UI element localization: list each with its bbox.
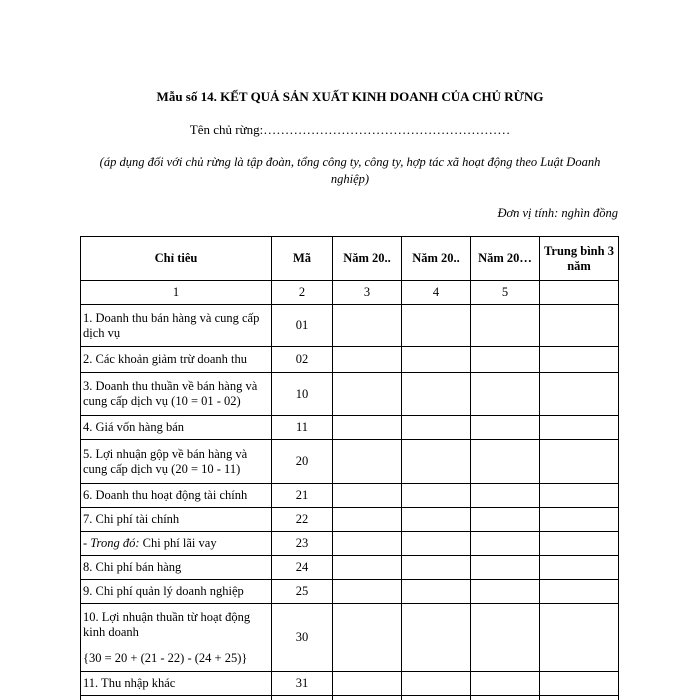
value-cell (402, 508, 471, 532)
value-cell (402, 532, 471, 556)
table-row (81, 508, 619, 532)
value-cell (471, 580, 540, 604)
table-row (81, 484, 619, 508)
header-code: Mã (272, 237, 333, 281)
indicator-cell: 7. Chi phí tài chính (81, 508, 272, 532)
header-row (81, 237, 619, 281)
value-cell (540, 532, 619, 556)
indicator-cell: 11. Thu nhập khác (81, 672, 272, 696)
formula-cell: {30 = 20 + (21 - 22) - (24 + 25)} (81, 646, 272, 672)
value-cell (471, 556, 540, 580)
business-results-table (80, 236, 619, 700)
value-cell (471, 440, 540, 484)
code-cell: 11 (272, 416, 333, 440)
header-indicator: Chỉ tiêu (81, 237, 272, 281)
code-cell: 30 (272, 604, 333, 672)
table-row (81, 696, 619, 700)
value-cell (471, 373, 540, 416)
value-cell (333, 508, 402, 532)
table-row (81, 347, 619, 373)
column-number-row (81, 281, 619, 305)
header-year-2: Năm 20.. (402, 237, 471, 281)
value-cell (540, 484, 619, 508)
value-cell (471, 416, 540, 440)
code-cell: 25 (272, 580, 333, 604)
indicator-cell (81, 696, 272, 700)
table-row (81, 440, 619, 484)
value-cell (540, 696, 619, 700)
indicator-italic-text: Trong đó: (90, 536, 140, 550)
column-number: 2 (272, 281, 333, 305)
value-cell (540, 347, 619, 373)
indicator-cell: 5. Lợi nhuận gộp về bán hàng và cung cấp dịch vụ (20 = 10 - 11) (81, 440, 272, 484)
indicator-cell: 2. Các khoản giảm trừ doanh thu (81, 347, 272, 373)
value-cell (402, 484, 471, 508)
value-cell (540, 508, 619, 532)
value-cell (471, 347, 540, 373)
table-row (81, 580, 619, 604)
column-number (540, 281, 619, 305)
value-cell (402, 672, 471, 696)
code-cell: 02 (272, 347, 333, 373)
value-cell (540, 672, 619, 696)
value-cell (333, 580, 402, 604)
value-cell (402, 556, 471, 580)
value-cell (402, 580, 471, 604)
unit-note: Đơn vị tính: nghìn đồng (497, 206, 618, 220)
value-cell (471, 672, 540, 696)
value-cell (333, 672, 402, 696)
code-cell (272, 696, 333, 700)
table-row (81, 416, 619, 440)
header-three-year-average: Trung bình 3 năm (540, 237, 619, 281)
table-row (81, 556, 619, 580)
value-cell (402, 416, 471, 440)
value-cell (333, 440, 402, 484)
value-cell (333, 604, 402, 672)
value-cell (540, 556, 619, 580)
indicator-cell: 3. Doanh thu thuần về bán hàng và cung cấp dịch vụ (10 = 01 - 02) (81, 373, 272, 416)
form-title: Mẫu số 14. KẾT QUẢ SẢN XUẤT KINH DOANH CỦA CHỦ RỪNG (156, 89, 544, 104)
code-cell: 01 (272, 305, 333, 347)
value-cell (402, 604, 471, 672)
column-number: 4 (402, 281, 471, 305)
value-cell (540, 305, 619, 347)
value-cell (333, 416, 402, 440)
indicator-text: Chi phí lãi vay (139, 536, 217, 550)
code-cell: 24 (272, 556, 333, 580)
table-row (81, 604, 619, 646)
value-cell (333, 696, 402, 700)
value-cell (540, 416, 619, 440)
value-cell (471, 305, 540, 347)
value-cell (333, 305, 402, 347)
indicator-cell: 4. Giá vốn hàng bán (81, 416, 272, 440)
column-number: 3 (333, 281, 402, 305)
value-cell (471, 604, 540, 672)
header-year-3: Năm 20… (471, 237, 540, 281)
header-year-1: Năm 20.. (333, 237, 402, 281)
indicator-cell: 8. Chi phí bán hàng (81, 556, 272, 580)
indicator-cell (81, 532, 272, 556)
value-cell (402, 440, 471, 484)
value-cell (333, 532, 402, 556)
table-row (81, 532, 619, 556)
code-cell: 20 (272, 440, 333, 484)
value-cell (402, 347, 471, 373)
value-cell (333, 373, 402, 416)
value-cell (540, 440, 619, 484)
scope-note: (áp dụng đối với chủ rừng là tập đoàn, tổng công ty, công ty, hợp tác xã hoạt động theo Luật Doanh nghiệp) (99, 155, 601, 186)
value-cell (540, 580, 619, 604)
column-number: 5 (471, 281, 540, 305)
indicator-cell: 10. Lợi nhuận thuần từ hoạt động kinh doanh (81, 604, 272, 646)
code-cell: 21 (272, 484, 333, 508)
table-row (81, 373, 619, 416)
value-cell (540, 604, 619, 672)
value-cell (471, 696, 540, 700)
indicator-cell: 9. Chi phí quản lý doanh nghiệp (81, 580, 272, 604)
indicator-prefix: - (83, 536, 91, 550)
value-cell (333, 347, 402, 373)
value-cell (333, 484, 402, 508)
code-cell: 31 (272, 672, 333, 696)
table-row (81, 305, 619, 347)
code-cell: 22 (272, 508, 333, 532)
value-cell (402, 696, 471, 700)
value-cell (471, 484, 540, 508)
table-row (81, 672, 619, 696)
forest-owner-name-line: Tên chủ rừng:………………………………………………… (189, 122, 511, 137)
value-cell (402, 373, 471, 416)
value-cell (333, 556, 402, 580)
code-cell: 10 (272, 373, 333, 416)
column-number: 1 (81, 281, 272, 305)
value-cell (402, 305, 471, 347)
indicator-cell: 1. Doanh thu bán hàng và cung cấp dịch vụ (81, 305, 272, 347)
value-cell (540, 373, 619, 416)
value-cell (471, 532, 540, 556)
code-cell: 23 (272, 532, 333, 556)
value-cell (471, 508, 540, 532)
indicator-cell: 6. Doanh thu hoạt động tài chính (81, 484, 272, 508)
